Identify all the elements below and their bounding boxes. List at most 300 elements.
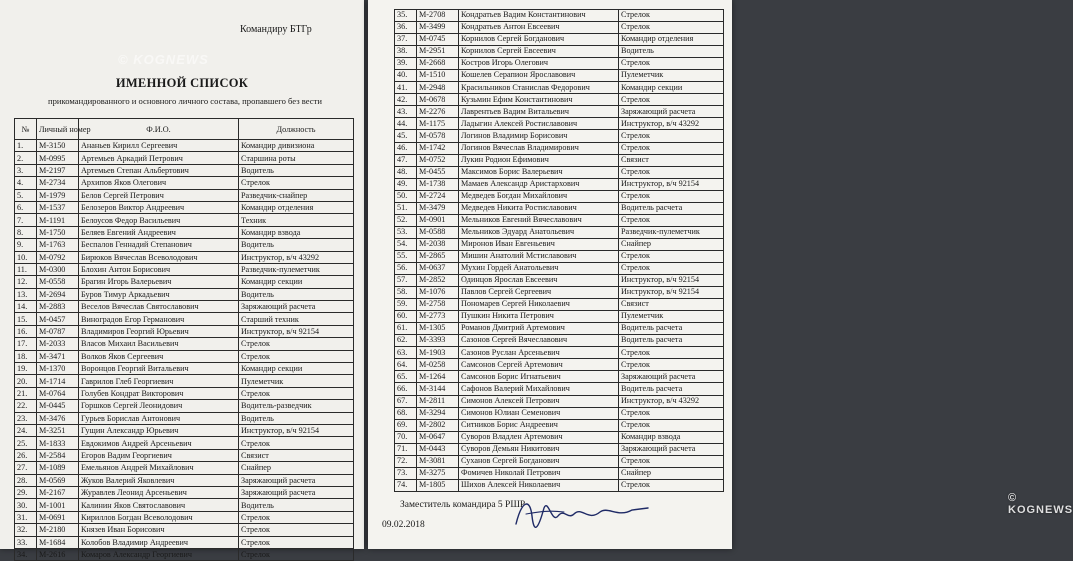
full-name: Ананьев Кирилл Сергеевич <box>79 140 239 152</box>
row-number: 28. <box>15 474 37 486</box>
full-name: Голубев Кондрат Викторович <box>79 387 239 399</box>
position: Связист <box>619 299 724 311</box>
position: Стрелок <box>619 166 724 178</box>
personal-number: М-2811 <box>417 395 459 407</box>
row-number: 17. <box>15 338 37 350</box>
personal-number: М-3081 <box>417 455 459 467</box>
row-number: 58. <box>395 287 417 299</box>
personal-number: М-0258 <box>417 359 459 371</box>
personal-number: М-0901 <box>417 214 459 226</box>
row-number: 33. <box>15 536 37 548</box>
personal-number: М-3144 <box>417 383 459 395</box>
full-name: Беляев Евгений Андреевич <box>79 226 239 238</box>
personal-number: М-0995 <box>37 152 79 164</box>
position: Заряжающий расчета <box>239 301 354 313</box>
position: Стрелок <box>619 58 724 70</box>
row-number: 9. <box>15 239 37 251</box>
full-name: Емельянов Андрей Михайлович <box>79 462 239 474</box>
row-number: 68. <box>395 407 417 419</box>
position: Инструктор, в/ч 43292 <box>619 118 724 130</box>
personal-number: М-0764 <box>37 387 79 399</box>
row-number: 44. <box>395 118 417 130</box>
personal-number: М-2694 <box>37 288 79 300</box>
roster-table-right <box>394 9 724 492</box>
row-number: 39. <box>395 58 417 70</box>
full-name: Логинов Владимир Борисович <box>459 130 619 142</box>
personal-number: М-3476 <box>37 412 79 424</box>
table-row <box>395 299 724 311</box>
table-row <box>395 479 724 491</box>
personal-number: М-2180 <box>37 524 79 536</box>
table-row <box>15 449 354 461</box>
table-row <box>15 486 354 498</box>
full-name: Мамаев Александр Аристархович <box>459 178 619 190</box>
position: Стрелок <box>619 130 724 142</box>
table-row <box>395 22 724 34</box>
table-row <box>15 499 354 511</box>
table-row <box>395 70 724 82</box>
row-number: 41. <box>395 82 417 94</box>
full-name: Корнилов Сергей Евсеевич <box>459 46 619 58</box>
table-row <box>15 387 354 399</box>
roster-body-left <box>15 140 354 561</box>
full-name: Суворов Владлен Артемович <box>459 431 619 443</box>
personal-number: М-1305 <box>417 323 459 335</box>
watermark-left: © KOGNEWS <box>118 52 209 67</box>
personal-number: М-0300 <box>37 263 79 275</box>
personal-number: М-2038 <box>417 238 459 250</box>
full-name: Фомичев Николай Петрович <box>459 467 619 479</box>
document-subtitle: прикомандированного и основного личного состава, пропавшего без вести <box>48 96 322 106</box>
position: Стрелок <box>619 407 724 419</box>
position: Снайпер <box>619 467 724 479</box>
personal-number: М-2708 <box>417 10 459 22</box>
full-name: Корнилов Сергей Богданович <box>459 34 619 46</box>
table-row <box>395 142 724 154</box>
personal-number: М-0569 <box>37 474 79 486</box>
personal-number: М-2951 <box>417 46 459 58</box>
position: Стрелок <box>239 350 354 362</box>
position: Техник <box>239 214 354 226</box>
row-number: 71. <box>395 443 417 455</box>
row-number: 35. <box>395 10 417 22</box>
row-number: 16. <box>15 325 37 337</box>
personal-number: М-1370 <box>37 363 79 375</box>
table-row <box>395 395 724 407</box>
row-number: 50. <box>395 190 417 202</box>
row-number: 20. <box>15 375 37 387</box>
position: Стрелок <box>619 250 724 262</box>
position: Снайпер <box>239 462 354 474</box>
row-number: 14. <box>15 301 37 313</box>
table-row <box>15 189 354 201</box>
personal-number: М-2033 <box>37 338 79 350</box>
position: Стрелок <box>619 419 724 431</box>
row-number: 1. <box>15 140 37 152</box>
row-number: 21. <box>15 387 37 399</box>
table-row <box>395 34 724 46</box>
full-name: Комаров Александр Георгиевич <box>79 548 239 560</box>
full-name: Блохин Антон Борисович <box>79 263 239 275</box>
full-name: Кириллов Богдан Всеволодович <box>79 511 239 523</box>
row-number: 67. <box>395 395 417 407</box>
table-row <box>15 201 354 213</box>
row-number: 29. <box>15 486 37 498</box>
table-row <box>15 437 354 449</box>
position: Заряжающий расчета <box>619 371 724 383</box>
row-number: 3. <box>15 164 37 176</box>
full-name: Романов Дмитрий Артемович <box>459 323 619 335</box>
position: Командир отделения <box>239 201 354 213</box>
table-row <box>395 106 724 118</box>
full-name: Мухин Гордей Анатольевич <box>459 262 619 274</box>
position: Стрелок <box>239 338 354 350</box>
row-number: 24. <box>15 424 37 436</box>
position: Водитель расчета <box>619 335 724 347</box>
row-number: 63. <box>395 347 417 359</box>
table-row <box>395 359 724 371</box>
personal-number: М-0445 <box>37 400 79 412</box>
row-number: 64. <box>395 359 417 371</box>
full-name: Горшков Сергей Леонидович <box>79 400 239 412</box>
personal-number: М-0558 <box>37 276 79 288</box>
personal-number: М-2773 <box>417 311 459 323</box>
position: Командир взвода <box>619 431 724 443</box>
full-name: Ладыгин Алексей Ростиславович <box>459 118 619 130</box>
personal-number: М-2616 <box>37 548 79 560</box>
table-row <box>15 288 354 300</box>
personal-number: М-2276 <box>417 106 459 118</box>
row-number: 70. <box>395 431 417 443</box>
table-row <box>395 154 724 166</box>
table-row <box>15 412 354 424</box>
personal-number: М-1742 <box>417 142 459 154</box>
full-name: Лаврентьев Вадим Витальевич <box>459 106 619 118</box>
full-name: Миронов Иван Евгеньевич <box>459 238 619 250</box>
table-row <box>15 301 354 313</box>
row-number: 22. <box>15 400 37 412</box>
position: Командир отделения <box>619 34 724 46</box>
full-name: Лукин Родион Ефимович <box>459 154 619 166</box>
position: Старшина роты <box>239 152 354 164</box>
table-row <box>15 363 354 375</box>
table-row <box>15 400 354 412</box>
personal-number: М-2802 <box>417 419 459 431</box>
position: Стрелок <box>619 190 724 202</box>
position: Стрелок <box>619 142 724 154</box>
position: Водитель расчета <box>619 202 724 214</box>
position: Стрелок <box>619 347 724 359</box>
position: Стрелок <box>619 10 724 22</box>
full-name: Виноградов Егор Германович <box>79 313 239 325</box>
personal-number: М-1076 <box>417 287 459 299</box>
position: Пулеметчик <box>619 311 724 323</box>
position: Разведчик-пулеметчик <box>619 226 724 238</box>
personal-number: М-1684 <box>37 536 79 548</box>
table-row <box>395 383 724 395</box>
personal-number: М-3275 <box>417 467 459 479</box>
full-name: Суворов Демьян Никитович <box>459 443 619 455</box>
table-row <box>395 202 724 214</box>
full-name: Артемьев Аркадий Петрович <box>79 152 239 164</box>
full-name: Журавлев Леонид Арсеньевич <box>79 486 239 498</box>
full-name: Симонов Юлиан Семенович <box>459 407 619 419</box>
personal-number: М-0752 <box>417 154 459 166</box>
personal-number: М-3251 <box>37 424 79 436</box>
personal-number: М-1264 <box>417 371 459 383</box>
table-row <box>15 313 354 325</box>
personal-number: М-0745 <box>417 34 459 46</box>
table-row <box>15 239 354 251</box>
position: Пулеметчик <box>239 375 354 387</box>
personal-number: М-2584 <box>37 449 79 461</box>
row-number: 45. <box>395 130 417 142</box>
personal-number: М-2758 <box>417 299 459 311</box>
row-number: 4. <box>15 177 37 189</box>
table-row <box>395 166 724 178</box>
personal-number: М-1175 <box>417 118 459 130</box>
table-row <box>395 190 724 202</box>
position: Инструктор, в/ч 92154 <box>619 287 724 299</box>
document-date: 09.02.2018 <box>382 520 425 530</box>
position: Заряжающий расчета <box>619 443 724 455</box>
column-header-position: Должность <box>239 119 354 140</box>
position: Стрелок <box>619 455 724 467</box>
table-row <box>15 524 354 536</box>
personal-number: М-1714 <box>37 375 79 387</box>
personal-number: М-1537 <box>37 201 79 213</box>
personal-number: М-0691 <box>37 511 79 523</box>
row-number: 32. <box>15 524 37 536</box>
row-number: 30. <box>15 499 37 511</box>
table-row <box>395 94 724 106</box>
table-row <box>15 325 354 337</box>
row-number: 34. <box>15 548 37 560</box>
position: Водитель <box>619 46 724 58</box>
table-row <box>15 214 354 226</box>
position: Стрелок <box>239 511 354 523</box>
signer-title: Заместитель командира 5 РШР <box>400 500 526 510</box>
right-page <box>368 0 1073 549</box>
row-number: 48. <box>395 166 417 178</box>
row-number: 5. <box>15 189 37 201</box>
position: Стрелок <box>619 94 724 106</box>
full-name: Калинин Яков Святославович <box>79 499 239 511</box>
position: Снайпер <box>619 238 724 250</box>
row-number: 31. <box>15 511 37 523</box>
position: Водитель <box>239 164 354 176</box>
row-number: 46. <box>395 142 417 154</box>
personal-number: М-1510 <box>417 70 459 82</box>
table-row <box>395 455 724 467</box>
position: Старший техник <box>239 313 354 325</box>
full-name: Пономарев Сергей Николаевич <box>459 299 619 311</box>
row-number: 38. <box>395 46 417 58</box>
position: Водитель расчета <box>619 323 724 335</box>
full-name: Мельников Евгений Вячеславович <box>459 214 619 226</box>
table-row <box>395 262 724 274</box>
table-row <box>395 275 724 287</box>
position: Стрелок <box>239 548 354 560</box>
full-name: Кошелев Серапион Ярославович <box>459 70 619 82</box>
full-name: Волков Яков Сергеевич <box>79 350 239 362</box>
position: Инструктор, в/ч 92154 <box>619 275 724 287</box>
table-row <box>15 474 354 486</box>
table-row <box>15 536 354 548</box>
position: Стрелок <box>619 359 724 371</box>
full-name: Мишин Анатолий Мстиславович <box>459 250 619 262</box>
personal-number: М-2883 <box>37 301 79 313</box>
position: Водитель <box>239 499 354 511</box>
personal-number: М-1191 <box>37 214 79 226</box>
position: Стрелок <box>239 387 354 399</box>
row-number: 13. <box>15 288 37 300</box>
personal-number: М-2724 <box>417 190 459 202</box>
personal-number: М-0792 <box>37 251 79 263</box>
personal-number: М-1089 <box>37 462 79 474</box>
table-row <box>395 226 724 238</box>
full-name: Павлов Сергей Сергеевич <box>459 287 619 299</box>
table-row <box>15 276 354 288</box>
position: Командир секции <box>239 276 354 288</box>
row-number: 51. <box>395 202 417 214</box>
personal-number: М-2668 <box>417 58 459 70</box>
table-row <box>395 323 724 335</box>
full-name: Ситников Борис Андреевич <box>459 419 619 431</box>
row-number: 49. <box>395 178 417 190</box>
position: Инструктор, в/ч 92154 <box>239 424 354 436</box>
full-name: Гущин Александр Юрьевич <box>79 424 239 436</box>
personal-number: М-3150 <box>37 140 79 152</box>
full-name: Медведев Богдан Михайлович <box>459 190 619 202</box>
position: Водитель <box>239 412 354 424</box>
table-row <box>15 350 354 362</box>
personal-number: М-2167 <box>37 486 79 498</box>
position: Инструктор, в/ч 43292 <box>619 395 724 407</box>
row-number: 73. <box>395 467 417 479</box>
position: Командир дивизиона <box>239 140 354 152</box>
full-name: Кондратьев Антон Евсеевич <box>459 22 619 34</box>
table-row <box>395 347 724 359</box>
table-row <box>395 407 724 419</box>
personal-number: М-2865 <box>417 250 459 262</box>
table-row <box>395 431 724 443</box>
table-row <box>395 58 724 70</box>
row-number: 42. <box>395 94 417 106</box>
personal-number: М-1805 <box>417 479 459 491</box>
personal-number: М-3294 <box>417 407 459 419</box>
position: Заряжающий расчета <box>239 486 354 498</box>
full-name: Воронцов Георгий Витальевич <box>79 363 239 375</box>
position: Стрелок <box>619 22 724 34</box>
position: Водитель <box>239 288 354 300</box>
personal-number: М-1750 <box>37 226 79 238</box>
full-name: Мельников Эдуард Анатольевич <box>459 226 619 238</box>
row-number: 60. <box>395 311 417 323</box>
column-header-number: № <box>15 119 37 140</box>
row-number: 27. <box>15 462 37 474</box>
addressee: Командиру БТГр <box>240 24 312 35</box>
full-name: Медведев Никита Ростиславович <box>459 202 619 214</box>
row-number: 15. <box>15 313 37 325</box>
personal-number: М-0588 <box>417 226 459 238</box>
table-row <box>395 214 724 226</box>
full-name: Суханов Сергей Богданович <box>459 455 619 467</box>
full-name: Сафонов Валерий Михайлович <box>459 383 619 395</box>
personal-number: М-0457 <box>37 313 79 325</box>
row-number: 6. <box>15 201 37 213</box>
row-number: 40. <box>395 70 417 82</box>
table-row <box>15 263 354 275</box>
table-row <box>395 467 724 479</box>
row-number: 26. <box>15 449 37 461</box>
row-number: 7. <box>15 214 37 226</box>
position: Связист <box>619 154 724 166</box>
row-number: 18. <box>15 350 37 362</box>
personal-number: М-3499 <box>417 22 459 34</box>
full-name: Гаврилов Глеб Георгиевич <box>79 375 239 387</box>
position: Пулеметчик <box>619 70 724 82</box>
personal-number: М-1903 <box>417 347 459 359</box>
personal-number: М-2734 <box>37 177 79 189</box>
position: Водитель расчета <box>619 383 724 395</box>
position: Стрелок <box>239 177 354 189</box>
table-row <box>15 338 354 350</box>
left-page <box>0 0 364 560</box>
handwritten-signature <box>508 494 658 534</box>
table-row <box>15 251 354 263</box>
row-number: 54. <box>395 238 417 250</box>
table-row <box>395 371 724 383</box>
row-number: 72. <box>395 455 417 467</box>
row-number: 23. <box>15 412 37 424</box>
row-number: 62. <box>395 335 417 347</box>
full-name: Архипов Яков Олегович <box>79 177 239 189</box>
full-name: Симонов Алексей Петрович <box>459 395 619 407</box>
full-name: Одинцов Ярослав Евсеевич <box>459 275 619 287</box>
full-name: Егоров Вадим Георгиевич <box>79 449 239 461</box>
table-row <box>15 548 354 560</box>
table-row <box>15 375 354 387</box>
table-row <box>15 177 354 189</box>
full-name: Веселов Вячеслав Святославович <box>79 301 239 313</box>
table-row <box>15 511 354 523</box>
table-row <box>395 287 724 299</box>
table-row <box>15 226 354 238</box>
table-row <box>395 311 724 323</box>
position: Заряжающий расчета <box>619 106 724 118</box>
full-name: Сазонов Руслан Арсеньевич <box>459 347 619 359</box>
table-row <box>395 250 724 262</box>
full-name: Жуков Валерий Яковлевич <box>79 474 239 486</box>
row-number: 55. <box>395 250 417 262</box>
personal-number: М-0637 <box>417 262 459 274</box>
row-number: 11. <box>15 263 37 275</box>
table-row <box>395 443 724 455</box>
row-number: 8. <box>15 226 37 238</box>
position: Стрелок <box>239 437 354 449</box>
personal-number: М-1979 <box>37 189 79 201</box>
full-name: Евдокимов Андрей Арсеньевич <box>79 437 239 449</box>
full-name: Шихов Алексей Николаевич <box>459 479 619 491</box>
full-name: Белозеров Виктор Андреевич <box>79 201 239 213</box>
row-number: 52. <box>395 214 417 226</box>
table-row <box>395 46 724 58</box>
position: Заряжающий расчета <box>239 474 354 486</box>
row-number: 10. <box>15 251 37 263</box>
table-row <box>15 424 354 436</box>
row-number: 74. <box>395 479 417 491</box>
